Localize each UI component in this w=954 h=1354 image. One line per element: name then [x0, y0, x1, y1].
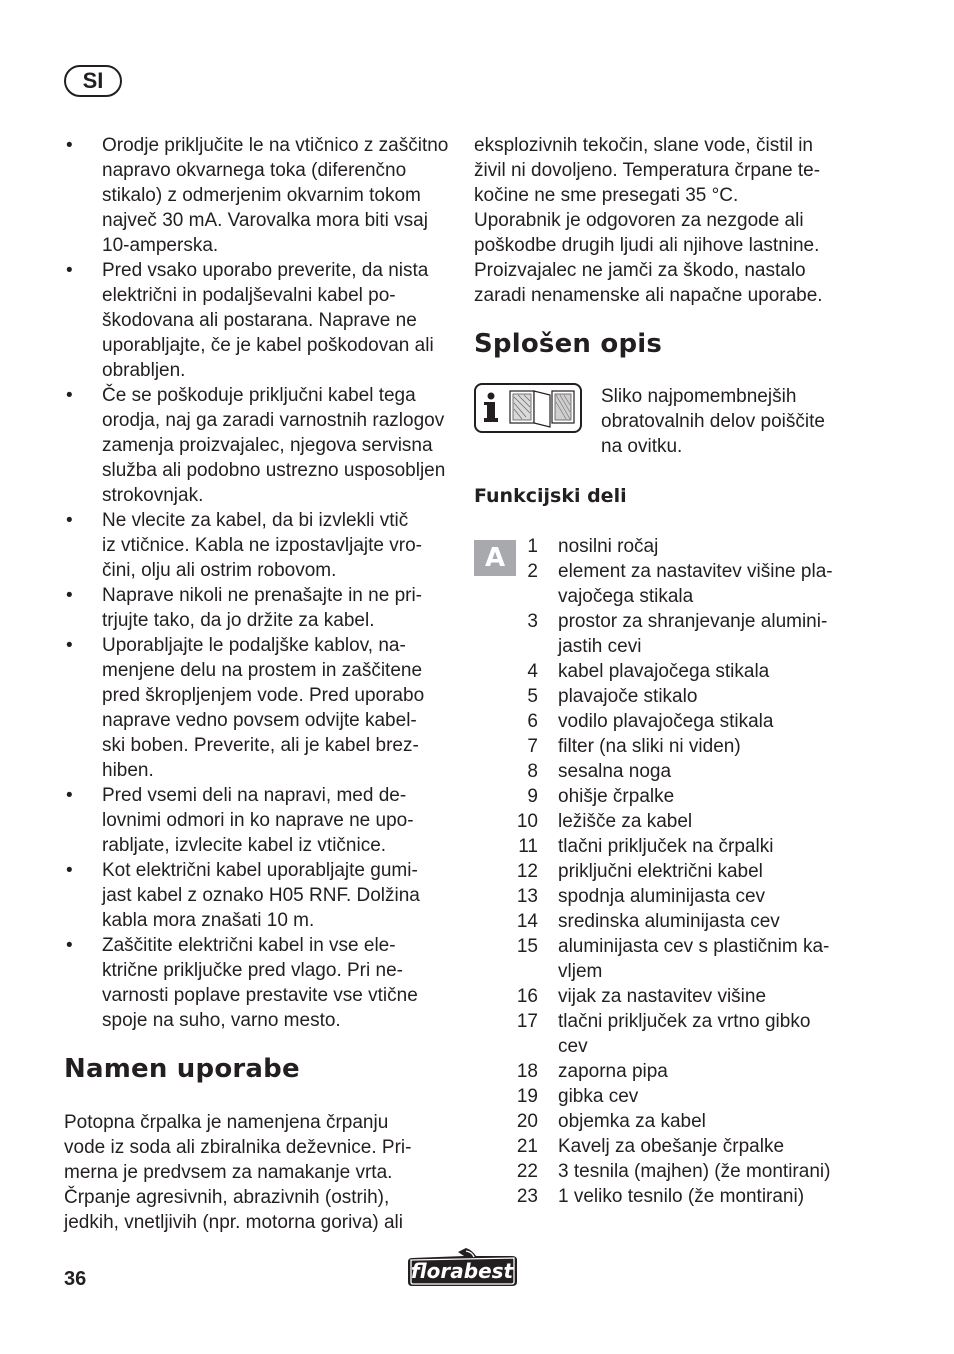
text-line: Ne vlecite za kabel, da bi izvlekli vtič: [102, 510, 409, 531]
text-line: element za nastavitev višine pla-: [558, 561, 833, 582]
text-line: služba ali podobno ustrezno usposobljen: [102, 460, 446, 481]
language-code: SI: [82, 68, 104, 93]
part-number: 5: [527, 686, 538, 707]
bullet-dot: •: [66, 385, 73, 406]
part-item: [500, 709, 880, 734]
text-line: napravo okvarnega toka (diferenčno: [102, 160, 407, 181]
part-number: 21: [516, 1136, 538, 1157]
text-line: vljem: [558, 961, 603, 982]
part-number: 12: [516, 861, 538, 882]
text-line: Uporabnik je odgovoren za nezgode ali: [474, 210, 804, 231]
text-line: Proizvajalec ne jamči za škodo, nastalo: [474, 260, 806, 281]
text-line: 1 veliko tesnilo (že montirani): [558, 1186, 805, 1207]
part-number: 1: [527, 536, 538, 557]
text-line: orodja, naj ga zaradi varnostnih razlogov: [102, 410, 445, 431]
part-number: 18: [516, 1061, 538, 1082]
text-line: objemka za kabel: [558, 1111, 706, 1132]
bullet-item: [64, 258, 454, 383]
text-line: jastih cevi: [558, 636, 642, 657]
text-line: Kavelj za obešanje črpalke: [558, 1136, 785, 1157]
part-label: [538, 859, 880, 884]
text-line: naprave vedno povsem odvijte kabel-: [102, 710, 417, 731]
info-note-text: [601, 384, 871, 459]
bullet-text: [102, 583, 454, 633]
part-item: [500, 1084, 880, 1109]
text-line: Sliko najpomembnejših: [601, 386, 797, 407]
text-line: vodilo plavajočega stikala: [558, 711, 774, 732]
part-number: 2: [527, 561, 538, 582]
text-line: Črpanje agresivnih, abrazivnih (ostrih),: [64, 1187, 390, 1208]
text-line: tlačni priključek na črpalki: [558, 836, 774, 857]
part-label: [538, 1109, 880, 1134]
part-item: [500, 559, 880, 609]
text-line: vijak za nastavitev višine: [558, 986, 767, 1007]
part-label: [538, 1159, 880, 1184]
text-line: spoje na suho, varno mesto.: [102, 1010, 341, 1031]
part-label: [538, 734, 880, 759]
info-book-icon: [474, 383, 582, 433]
part-label: [538, 909, 880, 934]
text-line: plavajoče stikalo: [558, 686, 698, 707]
text-line: zaporna pipa: [558, 1061, 668, 1082]
part-label: [538, 1059, 880, 1084]
language-badge: [64, 65, 122, 97]
bullet-text: [102, 858, 454, 933]
part-item: [500, 1059, 880, 1084]
text-line: na ovitku.: [601, 436, 683, 457]
part-item: [500, 1184, 880, 1209]
part-item: [500, 1134, 880, 1159]
text-line: jast kabel z oznako H05 RNF. Dolžina: [102, 885, 420, 906]
part-number: 23: [516, 1186, 538, 1207]
text-line: trjujte tako, da jo držite za kabel.: [102, 610, 375, 631]
part-label: [538, 984, 880, 1009]
bullet-item: [64, 783, 454, 858]
part-label: [538, 559, 880, 609]
bullet-text: [102, 933, 454, 1033]
text-line: kočine ne sme presegati 35 °C.: [474, 185, 739, 206]
text-line: sesalna noga: [558, 761, 672, 782]
text-line: gibka cev: [558, 1086, 639, 1107]
text-line: ohišje črpalke: [558, 786, 675, 807]
text-line: kabel plavajočega stikala: [558, 661, 770, 682]
part-item: [500, 834, 880, 859]
part-number: 19: [516, 1086, 538, 1107]
info-book-graphic: [476, 385, 580, 431]
bullet-item: [64, 583, 454, 633]
text-line: lovnimi odmori in ko naprave ne upo-: [102, 810, 414, 831]
text-line: 3 tesnila (majhen) (že montirani): [558, 1161, 831, 1182]
part-label: [538, 809, 880, 834]
text-line: poškodbe drugih ljudi ali njihove lastnine.: [474, 235, 820, 256]
part-number: 20: [516, 1111, 538, 1132]
part-item: [500, 884, 880, 909]
text-line: Pred vsemi deli na napravi, med de-: [102, 785, 407, 806]
text-line: filter (na sliki ni viden): [558, 736, 741, 757]
bullet-item: [64, 858, 454, 933]
part-item: [500, 909, 880, 934]
part-number: 3: [527, 611, 538, 632]
text-line: prostor za shranjevanje alumini-: [558, 611, 828, 632]
part-number: 14: [516, 911, 538, 932]
bullet-text: [102, 508, 454, 583]
part-number: 8: [527, 761, 538, 782]
part-number: 11: [518, 836, 538, 857]
part-number: 7: [527, 736, 538, 757]
text-line: priključni električni kabel: [558, 861, 763, 882]
part-item: [500, 784, 880, 809]
part-label: [538, 934, 880, 984]
bullet-text: [102, 133, 454, 258]
bullet-text: [102, 383, 454, 508]
text-line: varnosti poplave prestavite vse vtične: [102, 985, 418, 1006]
bullet-text: [102, 258, 454, 383]
part-item: [500, 759, 880, 784]
part-label: [538, 784, 880, 809]
text-line: eksplozivnih tekočin, slane vode, čistil in: [474, 135, 814, 156]
bullet-item: [64, 508, 454, 583]
florabest-logo: [406, 1246, 520, 1290]
part-number: 15: [516, 936, 538, 957]
text-line: merna je predvsem za namakanje vrta.: [64, 1162, 393, 1183]
part-item: [500, 609, 880, 659]
text-line: iz vtičnice. Kabla ne izpostavljajte vro-: [102, 535, 422, 556]
text-line: Pred vsako uporabo preverite, da nista: [102, 260, 429, 281]
bullet-dot: •: [66, 935, 73, 956]
part-number: 10: [516, 811, 538, 832]
text-line: ležišče za kabel: [558, 811, 693, 832]
part-label: [538, 1184, 880, 1209]
text-line: menjene delu na prostem in zaščitene: [102, 660, 423, 681]
bullet-item: [64, 133, 454, 258]
text-line: Če se poškoduje priključni kabel tega: [102, 385, 416, 406]
text-line: aluminijasta cev s plastičnim ka-: [558, 936, 830, 957]
part-number: 9: [527, 786, 538, 807]
part-label: [538, 534, 880, 559]
section-marker-label: A: [484, 543, 506, 573]
part-label: [538, 759, 880, 784]
text-line: cev: [558, 1036, 588, 1057]
part-item: [500, 1009, 880, 1059]
bullet-item: [64, 633, 454, 783]
part-item: [500, 859, 880, 884]
part-label: [538, 659, 880, 684]
text-line: 10-amperska.: [102, 235, 219, 256]
bullet-item: [64, 933, 454, 1033]
text-line: zamenja proizvajalec, njegova servisna: [102, 435, 433, 456]
part-item: [500, 1159, 880, 1184]
functional-parts-heading: Funkcijski deli: [474, 485, 627, 507]
bullet-dot: •: [66, 585, 73, 606]
text-line: uporabljajte, če je kabel poškodovan ali: [102, 335, 434, 356]
part-number: 16: [516, 986, 538, 1007]
part-label: [538, 1134, 880, 1159]
text-line: ktrične priključke pred vlago. Pri ne-: [102, 960, 403, 981]
part-item: [500, 984, 880, 1009]
text-line: Uporabljajte le podaljške kablov, na-: [102, 635, 406, 656]
safety-bullet-list: [64, 133, 454, 1033]
text-line: jedkih, vnetljivih (npr. motorna goriva) ali: [64, 1212, 403, 1233]
general-description-heading: Splošen opis: [474, 329, 663, 359]
text-line: Kot električni kabel uporabljajte gumi-: [102, 860, 418, 881]
part-label: [538, 834, 880, 859]
part-item: [500, 809, 880, 834]
text-line: kabla mora znašati 10 m.: [102, 910, 315, 931]
bullet-dot: •: [66, 635, 73, 656]
text-line: škodovana ali postarana. Naprave ne: [102, 310, 417, 331]
part-number: 17: [516, 1011, 538, 1032]
part-label: [538, 1009, 880, 1059]
text-line: čini, olju ali ostrim robovom.: [102, 560, 337, 581]
text-line: obrabljen.: [102, 360, 186, 381]
text-line: sredinska aluminijasta cev: [558, 911, 780, 932]
text-line: stikalo) z odmerjenim okvarnim tokom: [102, 185, 421, 206]
text-line: največ 30 mA. Varovalka mora biti vsaj: [102, 210, 428, 231]
bullet-dot: •: [66, 785, 73, 806]
part-label: [538, 709, 880, 734]
text-line: obratovalnih delov poiščite: [601, 411, 825, 432]
bullet-dot: •: [66, 860, 73, 881]
text-line: nosilni ročaj: [558, 536, 659, 557]
text-line: Orodje priključite le na vtičnico z zaščitno: [102, 135, 449, 156]
text-line: hiben.: [102, 760, 154, 781]
page-number: 36: [64, 1268, 87, 1290]
intended-use-continued-text: [474, 133, 874, 308]
intended-use-heading: Namen uporabe: [64, 1054, 300, 1084]
part-number: 13: [516, 886, 538, 907]
part-label: [538, 684, 880, 709]
text-line: vajočega stikala: [558, 586, 694, 607]
text-line: tlačni priključek za vrtno gibko: [558, 1011, 811, 1032]
logo-text: florabest: [410, 1259, 514, 1283]
part-item: [500, 934, 880, 984]
text-line: strokovnjak.: [102, 485, 204, 506]
text-line: Zaščitite električni kabel in vse ele-: [102, 935, 396, 956]
bullet-dot: •: [66, 260, 73, 281]
text-line: Potopna črpalka je namenjena črpanju: [64, 1112, 389, 1133]
part-number: 4: [527, 661, 538, 682]
part-item: [500, 1109, 880, 1134]
florabest-logo-graphic: [406, 1246, 520, 1290]
part-item: [500, 734, 880, 759]
part-label: [538, 1084, 880, 1109]
part-item: [500, 684, 880, 709]
part-number: 6: [527, 711, 538, 732]
part-number: 22: [516, 1161, 538, 1182]
bullet-dot: •: [66, 135, 73, 156]
bullet-item: [64, 383, 454, 508]
text-line: vode iz soda ali zbiralnika deževnice. Pri-: [64, 1137, 412, 1158]
bullet-text: [102, 783, 454, 858]
text-line: živil ni dovoljeno. Temperatura črpane te-: [474, 160, 821, 181]
text-line: električni in podaljševalni kabel po-: [102, 285, 396, 306]
functional-parts-list: [500, 534, 880, 1209]
text-line: pred škropljenjem vode. Pred uporabo: [102, 685, 425, 706]
intended-use-text: [64, 1110, 454, 1235]
text-line: spodnja aluminijasta cev: [558, 886, 766, 907]
part-item: [500, 534, 880, 559]
part-label: [538, 884, 880, 909]
text-line: zaradi nenamenske ali napačne uporabe.: [474, 285, 823, 306]
text-line: ski boben. Preverite, ali je kabel brez-: [102, 735, 419, 756]
text-line: Naprave nikoli ne prenašajte in ne pri-: [102, 585, 423, 606]
bullet-text: [102, 633, 454, 783]
bullet-dot: •: [66, 510, 73, 531]
text-line: rabljate, izvlecite kabel iz vtičnice.: [102, 835, 387, 856]
part-label: [538, 609, 880, 659]
part-item: [500, 659, 880, 684]
